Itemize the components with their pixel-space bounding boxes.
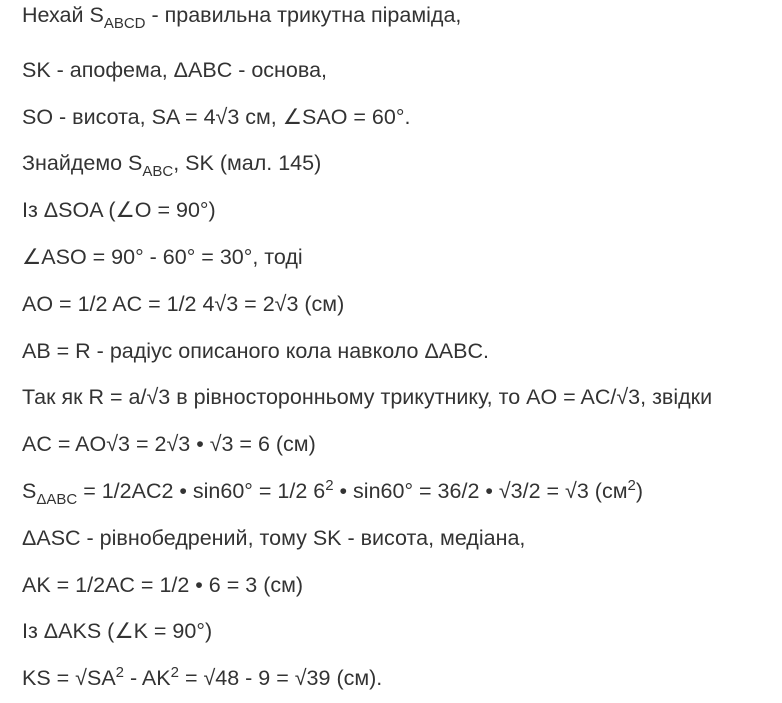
superscript: 2 [627,476,636,494]
subscript: ABC [142,163,174,181]
superscript: 2 [170,664,179,682]
text-line-10: AC = AO√3 = 2√3 • √3 = 6 (см) [22,432,316,457]
superscript: 2 [325,476,334,494]
text-line-15: KS = $√SA^2 - AK^2 = √48 - 9 = √39$ (см). [22,664,383,691]
text-line-14: Із ΔAKS (∠K = 90°) [22,619,213,644]
superscript: 2 [115,664,125,682]
text-line-9: Так як R = a/√3 в рівносторонньому трикутнику, то AO = AC/√3, звідки [22,385,713,410]
text-line-8: AB = R - радіус описаного кола навколо ΔABC. [22,338,489,363]
text-line-13: AK = 1/2AC = 1/2 • 6 = 3 (см) [22,572,304,597]
text-line-4: Знайдемо $S_{ABC}$, SK (мал. 145) [22,151,322,181]
text-line-6: ∠ASO = 90° - 60° = 30°, тоді [22,244,303,269]
solution-text [22,0,780,702]
text-line-1: Нехай $S_{ABCD}$ - правильна трикутна піраміда, [22,3,462,32]
text-line-12: ΔASC - рівнобедрений, тому SK - висота, медіана, [22,525,526,550]
text-line-2: SK - апофема, ΔABC - основа, [22,57,327,82]
subscript: ΔABC [36,490,78,508]
subscript: ABCD [103,15,146,32]
text-line-5: Із ΔSOA (∠O = 90°) [22,198,216,223]
text-line-7: AO = 1/2 AC = 1/2 4√3 = 2√3 (см) [22,291,345,316]
text-line-3: SO - висота, SA = 4√3 см, ∠SAO = 60°. [22,104,411,129]
text-line-11: $S_{\Delta ABC} = 1/2AC2$ • sin60° = 1/2 $6^2$ • sin60° = 36/2 • √3/2 = √3 $(см^2)$ [22,476,643,508]
